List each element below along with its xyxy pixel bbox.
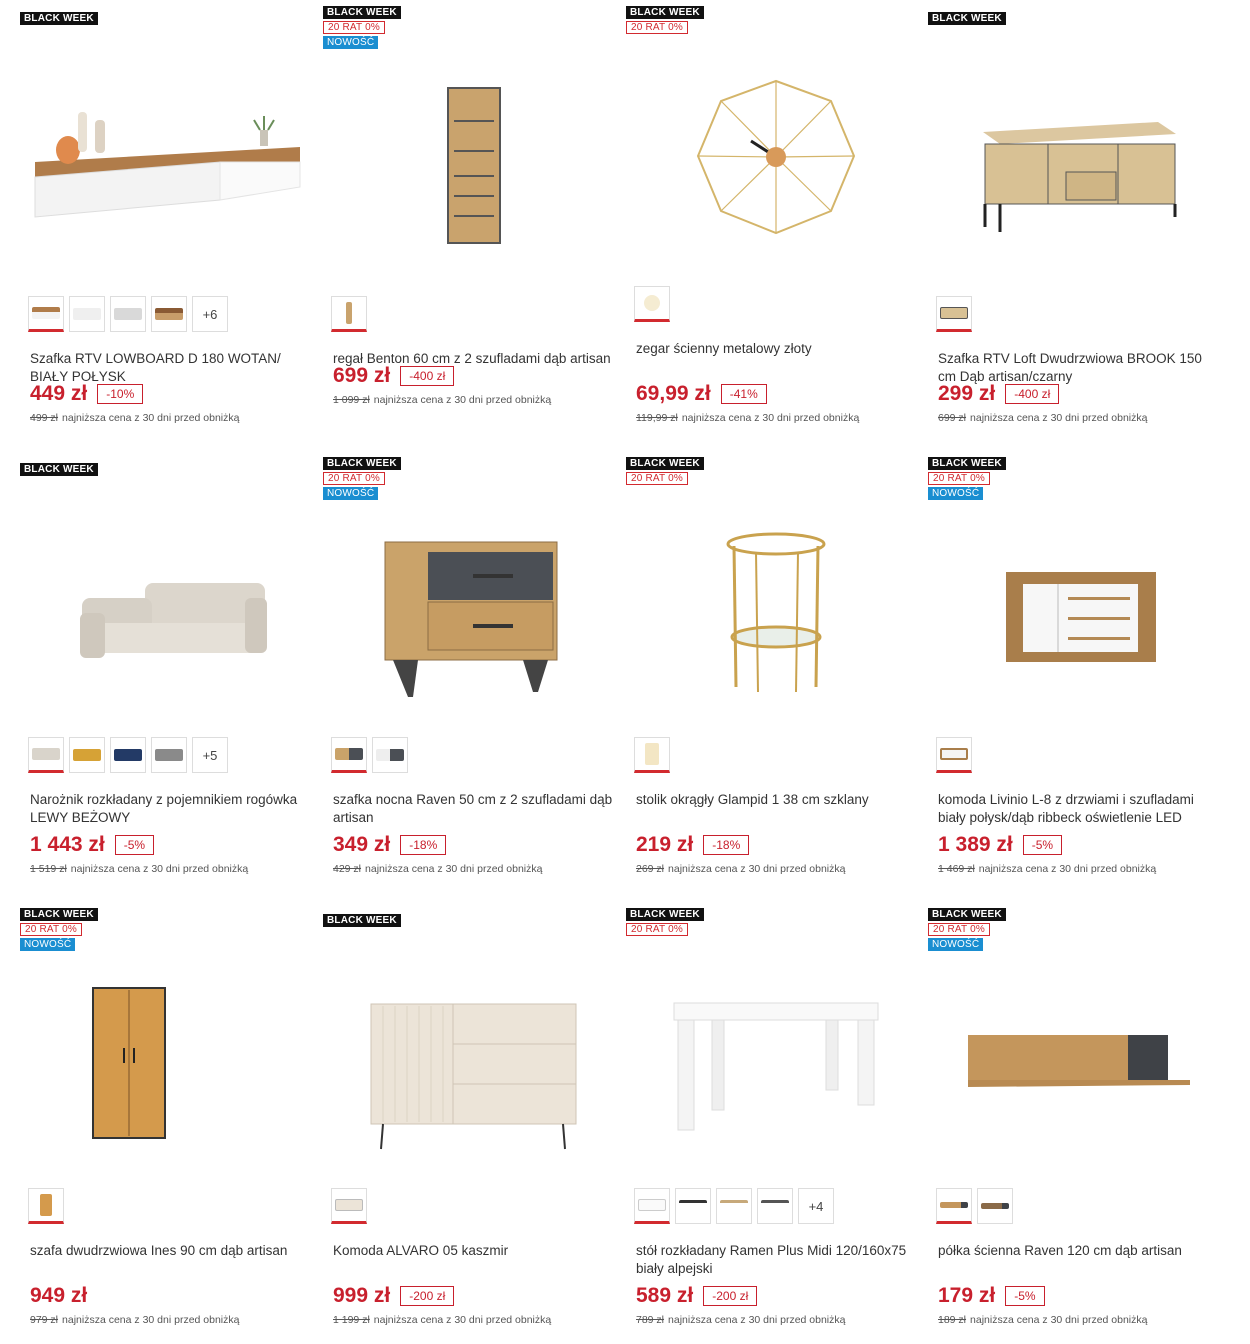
old-price: 119,99 zł	[636, 412, 678, 424]
price-row	[333, 364, 454, 388]
wardrobe-image[interactable]	[20, 948, 310, 1178]
discount-badge: -5%	[115, 835, 154, 855]
variant-thumb[interactable]	[69, 296, 105, 332]
discount-badge: -5%	[1005, 1286, 1044, 1306]
lowest-price-note: najniższa cena z 30 dni przed obniżką	[70, 863, 249, 875]
product-card[interactable]	[626, 457, 926, 897]
nightstand-image[interactable]	[323, 497, 613, 727]
variant-thumbs	[28, 1188, 64, 1224]
side-table-image[interactable]	[626, 497, 916, 727]
badges	[323, 914, 401, 927]
product-name[interactable]: szafa dwudrzwiowa Ines 90 cm dąb artisan	[30, 1243, 288, 1258]
price: 179 zł	[938, 1284, 996, 1307]
variant-thumbs	[634, 1188, 834, 1224]
installments-badge: 20 RAT 0%	[323, 472, 385, 485]
variant-thumb[interactable]	[151, 296, 187, 332]
price: 589 zł	[636, 1284, 694, 1307]
old-price-note	[333, 394, 551, 406]
price: 349 zł	[333, 833, 391, 856]
old-price-note	[938, 412, 1147, 424]
price: 949 zł	[30, 1284, 88, 1307]
variant-thumb[interactable]	[977, 1188, 1013, 1224]
old-price: 429 zł	[333, 863, 362, 875]
variant-thumbs	[936, 1188, 1013, 1224]
installments-badge: 20 RAT 0%	[626, 472, 688, 485]
lowest-price-note: najniższa cena z 30 dni przed obniżką	[62, 1314, 240, 1326]
variant-thumb[interactable]	[936, 737, 972, 773]
variant-thumbs	[634, 737, 670, 773]
price: 299 zł	[938, 382, 996, 405]
variant-thumbs	[331, 296, 367, 332]
discount-badge: -18%	[703, 835, 749, 855]
price-row	[30, 1284, 87, 1308]
variant-thumb[interactable]	[936, 296, 972, 332]
variant-thumb[interactable]	[110, 296, 146, 332]
old-price: 1 519 zł	[30, 863, 67, 875]
badges	[928, 12, 1006, 25]
black-week-badge: BLACK WEEK	[626, 6, 704, 19]
old-price-note	[636, 1314, 845, 1326]
price: 999 zł	[333, 1284, 391, 1307]
price: 699 zł	[333, 364, 391, 387]
price-row	[333, 1284, 454, 1308]
new-badge: NOWOŚĆ	[323, 487, 378, 500]
lowest-price-note: najniższa cena z 30 dni przed obniżką	[668, 1314, 846, 1326]
sideboard-image[interactable]	[928, 497, 1218, 727]
lowest-price-note: najniższa cena z 30 dni przed obniżką	[373, 1314, 552, 1326]
black-week-badge: BLACK WEEK	[928, 12, 1006, 25]
variant-thumbs	[634, 286, 670, 322]
discount-badge: -18%	[400, 835, 446, 855]
variant-thumb[interactable]	[331, 296, 367, 332]
price: 69,99 zł	[636, 382, 711, 405]
price-row	[636, 382, 767, 406]
discount-badge: -5%	[1023, 835, 1062, 855]
variant-thumb[interactable]	[28, 1188, 64, 1224]
badges	[626, 6, 704, 34]
new-badge: NOWOŚĆ	[20, 938, 75, 951]
price: 1 443 zł	[30, 833, 105, 856]
old-price-note	[636, 863, 845, 875]
product-name[interactable]: Narożnik rozkładany z pojemnikiem rogówka LEWY BEŻOWY	[30, 792, 298, 825]
more-variants-button[interactable]: +4	[798, 1188, 834, 1224]
product-name[interactable]: stół rozkładany Ramen Plus Midi 120/160x75 biały alpejski	[636, 1243, 907, 1276]
old-price: 1 469 zł	[938, 863, 975, 875]
product-card[interactable]	[626, 908, 926, 1344]
price: 449 zł	[30, 382, 88, 405]
product-card[interactable]	[20, 12, 320, 452]
lowest-price-note: najniższa cena z 30 dni przed obniżką	[365, 863, 543, 875]
price-row	[30, 833, 154, 857]
old-price-note	[938, 1314, 1147, 1326]
installments-badge: 20 RAT 0%	[20, 923, 82, 936]
black-week-badge: BLACK WEEK	[20, 908, 98, 921]
badges	[928, 457, 1006, 500]
black-week-badge: BLACK WEEK	[626, 908, 704, 921]
more-variants-button[interactable]: +5	[192, 737, 228, 773]
variant-thumb[interactable]	[372, 737, 408, 773]
price: 1 389 zł	[938, 833, 1013, 856]
wall-clock-image[interactable]	[626, 46, 916, 276]
black-week-badge: BLACK WEEK	[323, 457, 401, 470]
variant-thumb[interactable]	[634, 1188, 670, 1224]
variant-thumbs	[936, 296, 972, 332]
product-card[interactable]	[20, 908, 320, 1344]
old-price-note	[30, 412, 239, 424]
product-card[interactable]	[928, 908, 1228, 1344]
new-badge: NOWOŚĆ	[928, 487, 983, 500]
badges	[928, 908, 1006, 951]
dining-table-image[interactable]	[626, 948, 916, 1178]
price-row	[938, 833, 1062, 857]
variant-thumb[interactable]	[634, 286, 670, 322]
product-name[interactable]: Komoda ALVARO 05 kaszmir	[333, 1243, 509, 1258]
lowest-price-note: najniższa cena z 30 dni przed obniżką	[62, 412, 240, 424]
variant-thumb[interactable]	[716, 1188, 752, 1224]
corner-sofa-image[interactable]	[20, 503, 310, 733]
variant-thumb[interactable]	[634, 737, 670, 773]
variant-thumb[interactable]	[757, 1188, 793, 1224]
price-row	[636, 1284, 757, 1308]
tv-cabinet-white-image[interactable]	[20, 52, 310, 282]
old-price-note	[333, 863, 542, 875]
product-card[interactable]	[928, 12, 1228, 452]
product-name[interactable]: komoda Livinio L-8 z drzwiami i szufladami biały połysk/dąb ribbeck oświetlenie LED	[938, 792, 1194, 825]
badges	[323, 6, 401, 49]
variant-thumb[interactable]	[28, 737, 64, 773]
old-price: 269 zł	[636, 863, 665, 875]
product-card[interactable]	[323, 6, 623, 446]
product-name[interactable]: stolik okrągły Glampid 1 38 cm szklany	[636, 792, 869, 807]
black-week-badge: BLACK WEEK	[323, 6, 401, 19]
variant-thumbs	[936, 737, 972, 773]
installments-badge: 20 RAT 0%	[928, 923, 990, 936]
price-row	[938, 382, 1059, 406]
lowest-price-note: najniższa cena z 30 dni przed obniżką	[373, 394, 552, 406]
lowest-price-note: najniższa cena z 30 dni przed obniżką	[970, 412, 1148, 424]
tv-cabinet-loft-image[interactable]	[928, 52, 1218, 282]
badges	[20, 908, 98, 951]
product-name[interactable]: Szafka RTV LOWBOARD D 180 WOTAN/ BIAŁY POŁYSK	[30, 351, 281, 384]
variant-thumbs	[28, 737, 228, 773]
variant-thumbs	[331, 1188, 367, 1224]
discount-badge: -41%	[721, 384, 767, 404]
discount-badge: -200 zł	[703, 1286, 757, 1306]
lowest-price-note: najniższa cena z 30 dni przed obniżką	[681, 412, 860, 424]
black-week-badge: BLACK WEEK	[928, 908, 1006, 921]
price: 219 zł	[636, 833, 694, 856]
old-price: 1 199 zł	[333, 1314, 370, 1326]
black-week-badge: BLACK WEEK	[928, 457, 1006, 470]
badges	[626, 457, 704, 485]
price-row	[938, 1284, 1045, 1308]
black-week-badge: BLACK WEEK	[626, 457, 704, 470]
badges	[20, 463, 98, 476]
badges	[20, 12, 98, 25]
discount-badge: -400 zł	[400, 366, 454, 386]
black-week-badge: BLACK WEEK	[20, 12, 98, 25]
old-price: 789 zł	[636, 1314, 665, 1326]
product-name[interactable]: półka ścienna Raven 120 cm dąb artisan	[938, 1243, 1182, 1258]
installments-badge: 20 RAT 0%	[323, 21, 385, 34]
variant-thumb[interactable]	[151, 737, 187, 773]
old-price: 1 099 zł	[333, 394, 370, 406]
old-price-note	[333, 1314, 551, 1326]
discount-badge: -200 zł	[400, 1286, 454, 1306]
lowest-price-note: najniższa cena z 30 dni przed obniżką	[970, 1314, 1148, 1326]
product-card[interactable]	[323, 457, 623, 897]
badges	[626, 908, 704, 936]
new-badge: NOWOŚĆ	[323, 36, 378, 49]
product-card[interactable]	[626, 6, 926, 446]
old-price-note	[938, 863, 1156, 875]
variant-thumb[interactable]	[331, 1188, 367, 1224]
old-price-note	[30, 863, 248, 875]
bookshelf-image[interactable]	[323, 46, 613, 276]
more-variants-button[interactable]: +6	[192, 296, 228, 332]
variant-thumb[interactable]	[110, 737, 146, 773]
lowest-price-note: najniższa cena z 30 dni przed obniżką	[978, 863, 1157, 875]
dresser-image[interactable]	[323, 954, 613, 1184]
discount-badge: -400 zł	[1005, 384, 1059, 404]
price-row	[30, 382, 143, 406]
product-name[interactable]: regał Benton 60 cm z 2 szufladami dąb artisan	[333, 351, 611, 366]
price-row	[333, 833, 446, 857]
variant-thumb[interactable]	[675, 1188, 711, 1224]
wall-shelf-image[interactable]	[928, 948, 1218, 1178]
variant-thumb[interactable]	[331, 737, 367, 773]
variant-thumb[interactable]	[936, 1188, 972, 1224]
old-price-note	[30, 1314, 239, 1326]
price-row	[636, 833, 749, 857]
installments-badge: 20 RAT 0%	[928, 472, 990, 485]
new-badge: NOWOŚĆ	[928, 938, 983, 951]
product-card[interactable]	[323, 914, 623, 1344]
product-card[interactable]	[928, 457, 1228, 897]
installments-badge: 20 RAT 0%	[626, 923, 688, 936]
product-name[interactable]: zegar ścienny metalowy złoty	[636, 341, 812, 356]
product-card[interactable]	[20, 463, 320, 903]
variant-thumb[interactable]	[28, 296, 64, 332]
variant-thumb[interactable]	[69, 737, 105, 773]
old-price-note	[636, 412, 859, 424]
black-week-badge: BLACK WEEK	[323, 914, 401, 927]
installments-badge: 20 RAT 0%	[626, 21, 688, 34]
old-price: 699 zł	[938, 412, 967, 424]
lowest-price-note: najniższa cena z 30 dni przed obniżką	[668, 863, 846, 875]
old-price: 979 zł	[30, 1314, 59, 1326]
badges	[323, 457, 401, 500]
old-price: 499 zł	[30, 412, 59, 424]
product-name[interactable]: Szafka RTV Loft Dwudrzwiowa BROOK 150 cm Dąb artisan/czarny	[938, 351, 1202, 384]
discount-badge: -10%	[97, 384, 143, 404]
variant-thumbs	[28, 296, 228, 332]
variant-thumbs	[331, 737, 408, 773]
old-price: 189 zł	[938, 1314, 967, 1326]
black-week-badge: BLACK WEEK	[20, 463, 98, 476]
product-name[interactable]: szafka nocna Raven 50 cm z 2 szufladami dąb artisan	[333, 792, 613, 825]
